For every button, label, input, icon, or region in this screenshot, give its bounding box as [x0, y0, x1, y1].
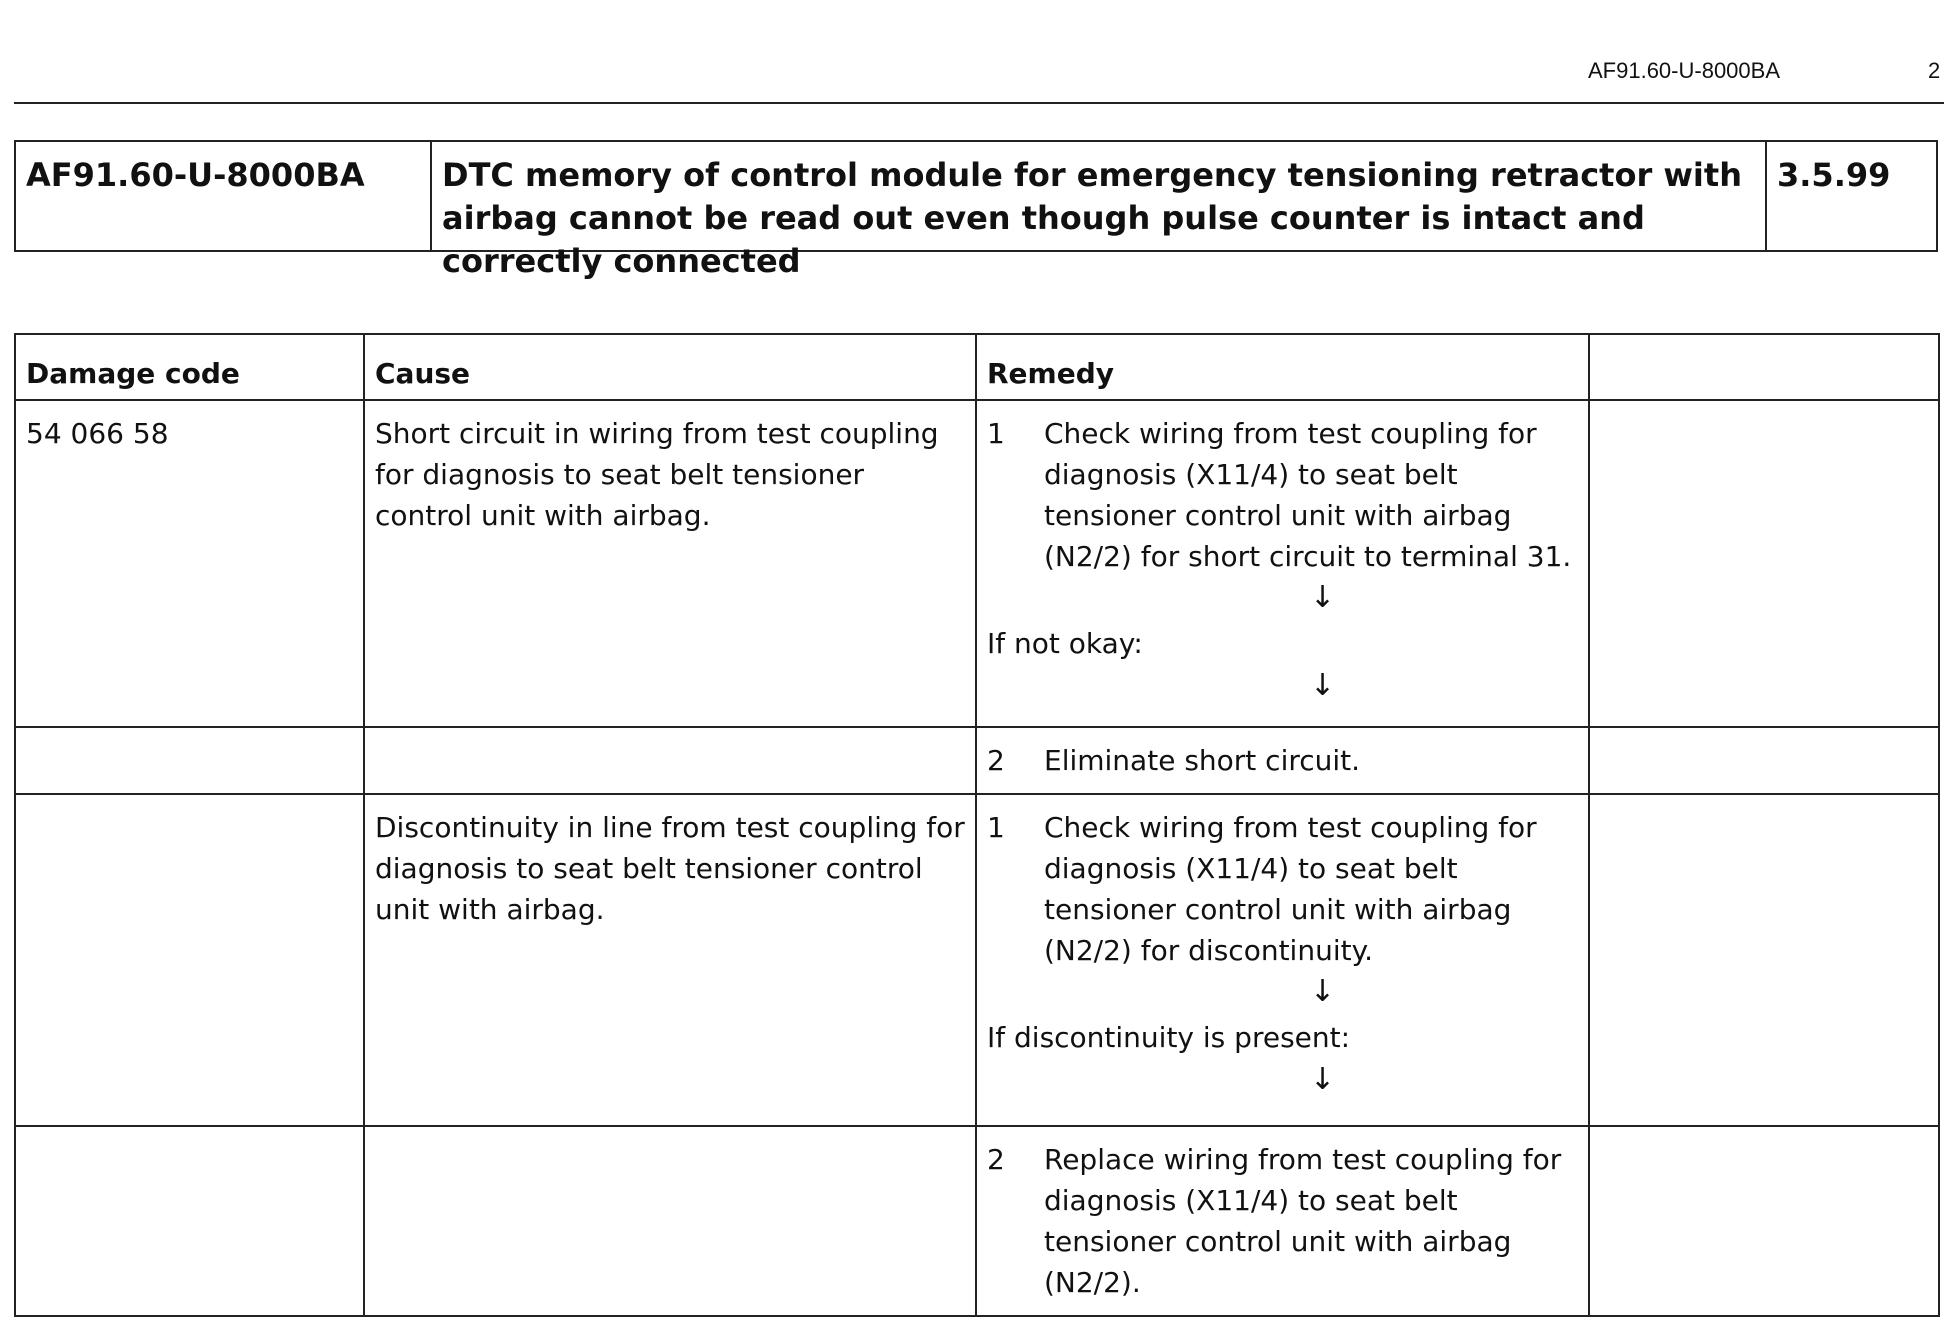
remedy-cell: [976, 794, 1589, 1126]
header-extra: [1589, 334, 1939, 400]
step-number: 1: [987, 811, 1005, 844]
damage-code-cell: [15, 727, 364, 794]
table-row: [15, 400, 1939, 727]
down-arrow-icon: ↓: [1309, 668, 1336, 703]
damage-code-cell: 54 066 58: [15, 400, 364, 727]
page-header: [0, 50, 1956, 90]
condition-text: If discontinuity is present:: [987, 1021, 1351, 1054]
step-text: Replace wiring from test coupling for diagnosis (X11/4) to seat belt tensioner control unit with airbag (N2/2).: [1044, 1143, 1562, 1299]
header-cause: Cause: [364, 334, 976, 400]
diagnosis-table: [14, 333, 1940, 1317]
extra-cell: [1589, 727, 1939, 794]
cause-cell: Discontinuity in line from test coupling for diagnosis to seat belt tensioner control unit with airbag.: [364, 794, 976, 1126]
table-row: [15, 727, 1939, 794]
step-number: 1: [987, 417, 1005, 450]
table-row: [15, 794, 1939, 1126]
condition-text: If not okay:: [987, 627, 1143, 660]
extra-cell: [1589, 794, 1939, 1126]
damage-code-cell: [15, 794, 364, 1126]
remedy-step: [987, 413, 1578, 577]
extra-cell: [1589, 400, 1939, 727]
remedy-cell: [976, 1126, 1589, 1316]
cause-cell: [364, 727, 976, 794]
title-code: AF91.60-U-8000BA: [16, 142, 432, 250]
remedy-cell: [976, 400, 1589, 727]
header-remedy: Remedy: [976, 334, 1589, 400]
title-date: 3.5.99: [1777, 156, 1891, 194]
title-description: DTC memory of control module for emergency tensioning retractor with airbag cannot be read out even though pulse counter is intact and correctly connected: [432, 142, 1767, 250]
header-doc-code: AF91.60-U-8000BA: [1588, 58, 1780, 83]
header-page-number: 2: [1928, 58, 1941, 83]
title-box: [14, 140, 1938, 280]
step-number: 2: [987, 1143, 1005, 1176]
header-damage-code: Damage code: [15, 334, 364, 400]
remedy-step: [987, 740, 1578, 781]
down-arrow-icon: ↓: [1309, 580, 1336, 615]
step-number: 2: [987, 744, 1005, 777]
remedy-cell: [976, 727, 1589, 794]
cause-cell: Short circuit in wiring from test coupling for diagnosis to seat belt tensioner control unit with airbag.: [364, 400, 976, 727]
step-text: Check wiring from test coupling for diagnosis (X11/4) to seat belt tensioner control unit with airbag (N2/2) for short circuit to terminal 31.: [1044, 417, 1572, 573]
remedy-step: [987, 807, 1578, 971]
down-arrow-icon: ↓: [1309, 1062, 1336, 1097]
header-rule: [14, 102, 1944, 104]
table-header-row: [15, 334, 1939, 400]
step-text: Check wiring from test coupling for diagnosis (X11/4) to seat belt tensioner control unit with airbag (N2/2) for discontinuity.: [1044, 811, 1537, 967]
damage-code-cell: [15, 1126, 364, 1316]
extra-cell: [1589, 1126, 1939, 1316]
remedy-step: [987, 1139, 1578, 1303]
cause-cell: [364, 1126, 976, 1316]
step-text: Eliminate short circuit.: [1044, 744, 1361, 777]
table-row: [15, 1126, 1939, 1316]
down-arrow-icon: ↓: [1309, 974, 1336, 1009]
